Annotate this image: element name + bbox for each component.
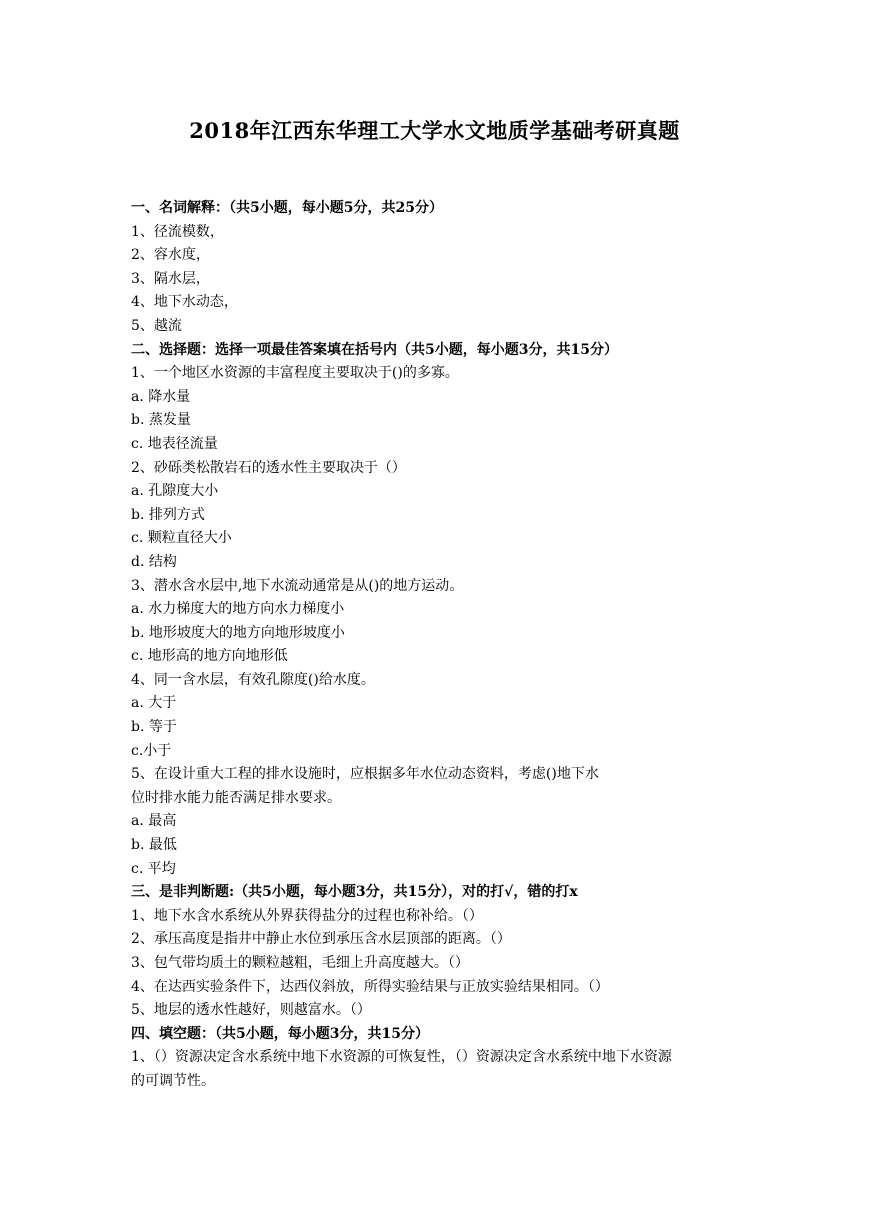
option-line: c. 平均 bbox=[131, 860, 176, 877]
question-line: 1、径流模数， bbox=[131, 223, 224, 240]
option-line: a. 降水量 bbox=[131, 388, 191, 405]
question-line: 2、承压高度是指井中静止水位到承压含水层顶部的距离。（） bbox=[131, 931, 511, 948]
question-line: 3、潜水含水层中,地下水流动通常是从()的地方运动。 bbox=[131, 577, 464, 594]
question-line: 5、在设计重大工程的排水设施时，应根据多年水位动态资料，考虑()地下水 bbox=[131, 766, 599, 783]
option-line: b. 最低 bbox=[131, 837, 177, 854]
option-line: c. 地表径流量 bbox=[131, 435, 218, 452]
option-line: a. 孔隙度大小 bbox=[131, 483, 219, 500]
document-title: 2018年江西东华理工大学水文地质学基础考研真题 bbox=[189, 118, 680, 143]
option-line: b. 排列方式 bbox=[131, 506, 205, 523]
question-line: 4、同一含水层，有效孔隙度()给水度。 bbox=[131, 671, 375, 688]
question-line: 3、包气带均质土的颗粒越粗，毛细上升高度越大。（） bbox=[131, 955, 469, 971]
option-line: b. 蒸发量 bbox=[131, 412, 191, 429]
question-line: 2、容水度， bbox=[131, 247, 210, 264]
question-line: 1、（）资源决定含水系统中地下水资源的可恢复性，（）资源决定含水系统中地下水资源 bbox=[131, 1049, 672, 1066]
question-line: 的可调节性。 bbox=[131, 1072, 215, 1089]
option-line: a. 大于 bbox=[131, 695, 177, 712]
option-line: b. 等于 bbox=[131, 719, 177, 736]
option-line: b. 地形坡度大的地方向地形坡度小 bbox=[131, 624, 345, 641]
question-line: 1、一个地区水资源的丰富程度主要取决于()的多寡。 bbox=[131, 365, 459, 382]
question-line: 2、砂砾类松散岩石的透水性主要取决于（） bbox=[131, 459, 406, 476]
question-line: 3、隔水层， bbox=[131, 270, 210, 287]
option-line: a. 水力梯度大的地方向水力梯度小 bbox=[131, 601, 345, 618]
question-line: 位时排水能力能否满足排水要求。 bbox=[131, 789, 341, 806]
section-heading: 三、是非判断题:（共5小题，每小题3分，共15分），对的打√，错的打x bbox=[131, 884, 578, 901]
section-heading: 二、选择题：选择一项最佳答案填在括号内（共5小题，每小题3分，共15分） bbox=[131, 341, 618, 358]
section-heading: 四、填空题：（共5小题，每小题3分，共15分） bbox=[131, 1025, 429, 1042]
exam-content bbox=[131, 197, 751, 1094]
option-line: d. 结构 bbox=[131, 553, 177, 570]
option-line: a. 最高 bbox=[131, 813, 177, 830]
option-line: c. 地形高的地方向地形低 bbox=[131, 648, 288, 665]
option-line: c.小于 bbox=[131, 742, 172, 759]
section-heading: 一、名词解释：（共5小题，每小题5分，共25分） bbox=[131, 200, 443, 216]
question-line: 1、地下水含水系统从外界获得盐分的过程也称补给。（） bbox=[131, 907, 483, 924]
question-line: 5、越流 bbox=[131, 317, 182, 334]
question-line: 5、地层的透水性越好，则越富水。（） bbox=[131, 1002, 371, 1019]
option-line: c. 颗粒直径大小 bbox=[131, 530, 232, 547]
question-line: 4、地下水动态， bbox=[131, 294, 238, 311]
question-line: 4、在达西实验条件下，达西仪斜放，所得实验结果与正放实验结果相同。（） bbox=[131, 978, 609, 995]
